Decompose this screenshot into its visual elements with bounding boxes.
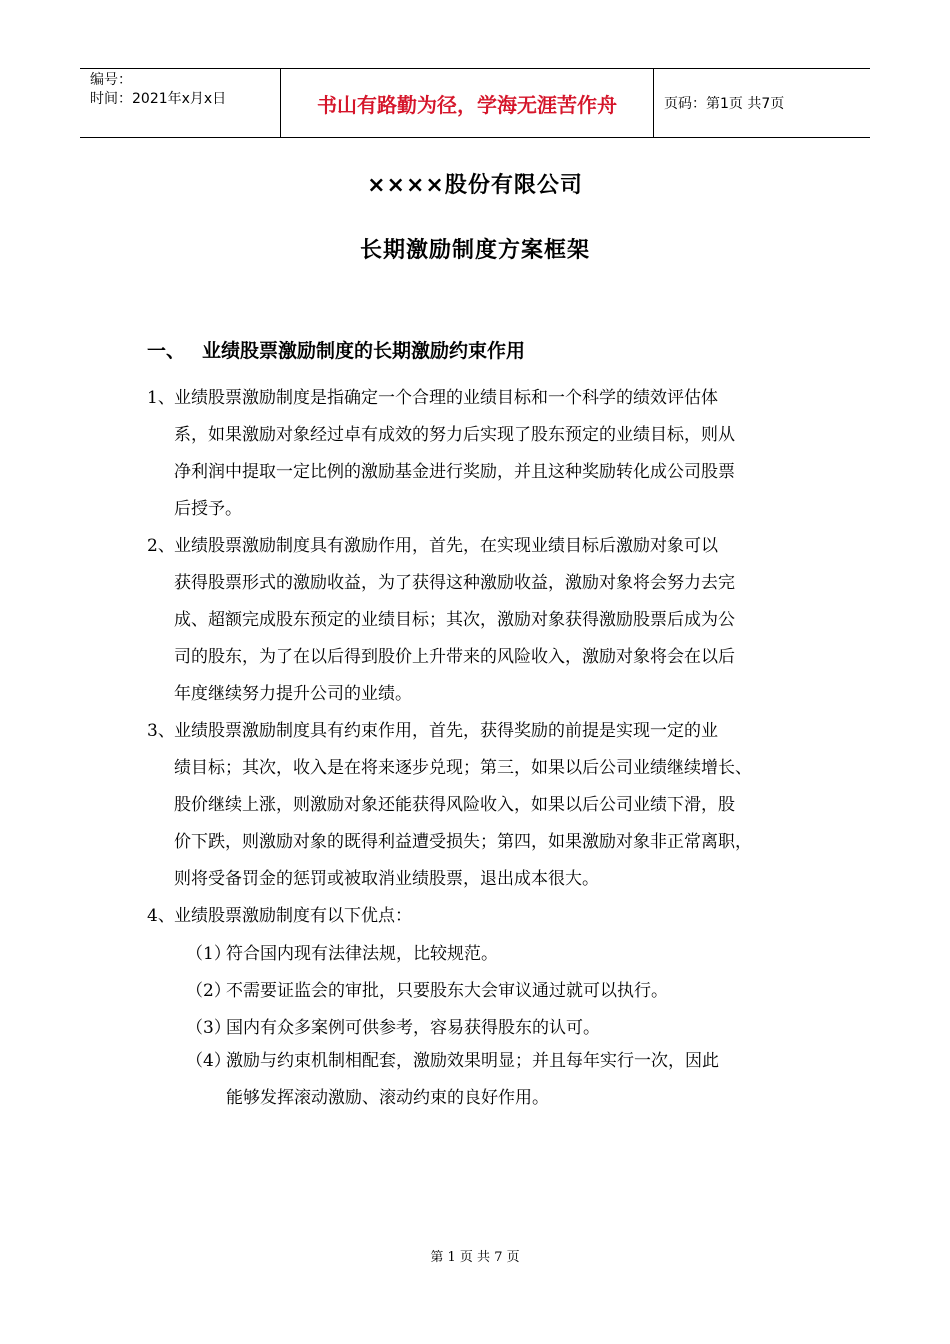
sub-item-line: 符合国内现有法律法规，比较规范。 bbox=[226, 944, 498, 964]
sub-item-line: 能够发挥滚动激励、滚动约束的良好作用。 bbox=[226, 1088, 549, 1108]
list-item-line: 获得股票形式的激励收益，为了获得这种激励收益，激励对象将会努力去完 bbox=[174, 573, 735, 593]
sub-list-item bbox=[186, 936, 816, 973]
list-item-line: 则将受备罚金的惩罚或被取消业绩股票，退出成本很大。 bbox=[174, 869, 599, 889]
header-table bbox=[80, 68, 870, 138]
list-item-line: 系，如果激励对象经过卓有成效的努力后实现了股东预定的业绩目标，则从 bbox=[174, 425, 735, 445]
list-item-number: 2、 bbox=[147, 536, 175, 556]
page-footer: 第 1 页 共 7 页 bbox=[430, 1250, 520, 1265]
list-item-line: 后授予。 bbox=[174, 499, 242, 519]
list-item-line: 业绩股票激励制度具有激励作用，首先，在实现业绩目标后激励对象可以 bbox=[174, 536, 718, 556]
list-item-line: 价下跌，则激励对象的既得利益遭受损失；第四，如果激励对象非正常离职， bbox=[174, 832, 752, 852]
list-item bbox=[147, 898, 807, 935]
list-item bbox=[147, 380, 807, 528]
list-item-line: 业绩股票激励制度是指确定一个合理的业绩目标和一个科学的绩效评估体 bbox=[174, 388, 718, 408]
sub-item-number: （4） bbox=[186, 1051, 231, 1071]
header-page-info: 页码：第1页 共7页 bbox=[664, 96, 785, 112]
sub-item-line: 国内有众多案例可供参考，容易获得股东的认可。 bbox=[226, 1018, 600, 1038]
sub-item-number: （1） bbox=[186, 944, 231, 964]
sub-item-line: 激励与约束机制相配套，激励效果明显；并且每年实行一次，因此 bbox=[226, 1051, 719, 1071]
list-item-line: 成、超额完成股东预定的业绩目标；其次，激励对象获得激励股票后成为公 bbox=[174, 610, 735, 630]
section-heading bbox=[147, 336, 525, 363]
sub-list-item bbox=[186, 1043, 816, 1117]
list-item-line: 业绩股票激励制度有以下优点： bbox=[174, 906, 412, 926]
list-item-line: 股价继续上涨，则激励对象还能获得风险收入，如果以后公司业绩下滑，股 bbox=[174, 795, 735, 815]
sub-item-number: （2） bbox=[186, 981, 231, 1001]
list-item-line: 业绩股票激励制度具有约束作用，首先，获得奖励的前提是实现一定的业 bbox=[174, 721, 718, 741]
header-meta-cell bbox=[80, 69, 281, 137]
section-title: 业绩股票激励制度的长期激励约束作用 bbox=[202, 340, 526, 362]
sub-item-line: 不需要证监会的审批，只要股东大会审议通过就可以执行。 bbox=[226, 981, 668, 1001]
list-item-number: 4、 bbox=[147, 906, 175, 926]
list-item bbox=[147, 713, 807, 898]
document-title: 长期激励制度方案框架 bbox=[359, 238, 590, 263]
list-item-line: 绩目标；其次，收入是在将来逐步兑现；第三，如果以后公司业绩继续增长、 bbox=[174, 758, 752, 778]
sub-list-item bbox=[186, 973, 816, 1010]
list-item-number: 3、 bbox=[147, 721, 175, 741]
list-item-line: 年度继续努力提升公司的业绩。 bbox=[174, 684, 412, 704]
sub-list-item bbox=[186, 1010, 816, 1047]
list-item bbox=[147, 528, 807, 713]
header-motto: 书山有路勤为径，学海无涯苦作舟 bbox=[281, 69, 654, 137]
list-item-line: 司的股东，为了在以后得到股价上升带来的风险收入，激励对象将会在以后 bbox=[174, 647, 735, 667]
header-number-label: 编号： bbox=[90, 72, 132, 88]
company-title: ××××股份有限公司 bbox=[367, 173, 583, 198]
header-date: 时间：2021年x月x日 bbox=[90, 91, 227, 107]
sub-item-number: （3） bbox=[186, 1018, 231, 1038]
section-number: 一、 bbox=[147, 340, 186, 362]
list-item-line: 净利润中提取一定比例的激励基金进行奖励，并且这种奖励转化成公司股票 bbox=[174, 462, 735, 482]
list-item-number: 1、 bbox=[147, 388, 175, 408]
